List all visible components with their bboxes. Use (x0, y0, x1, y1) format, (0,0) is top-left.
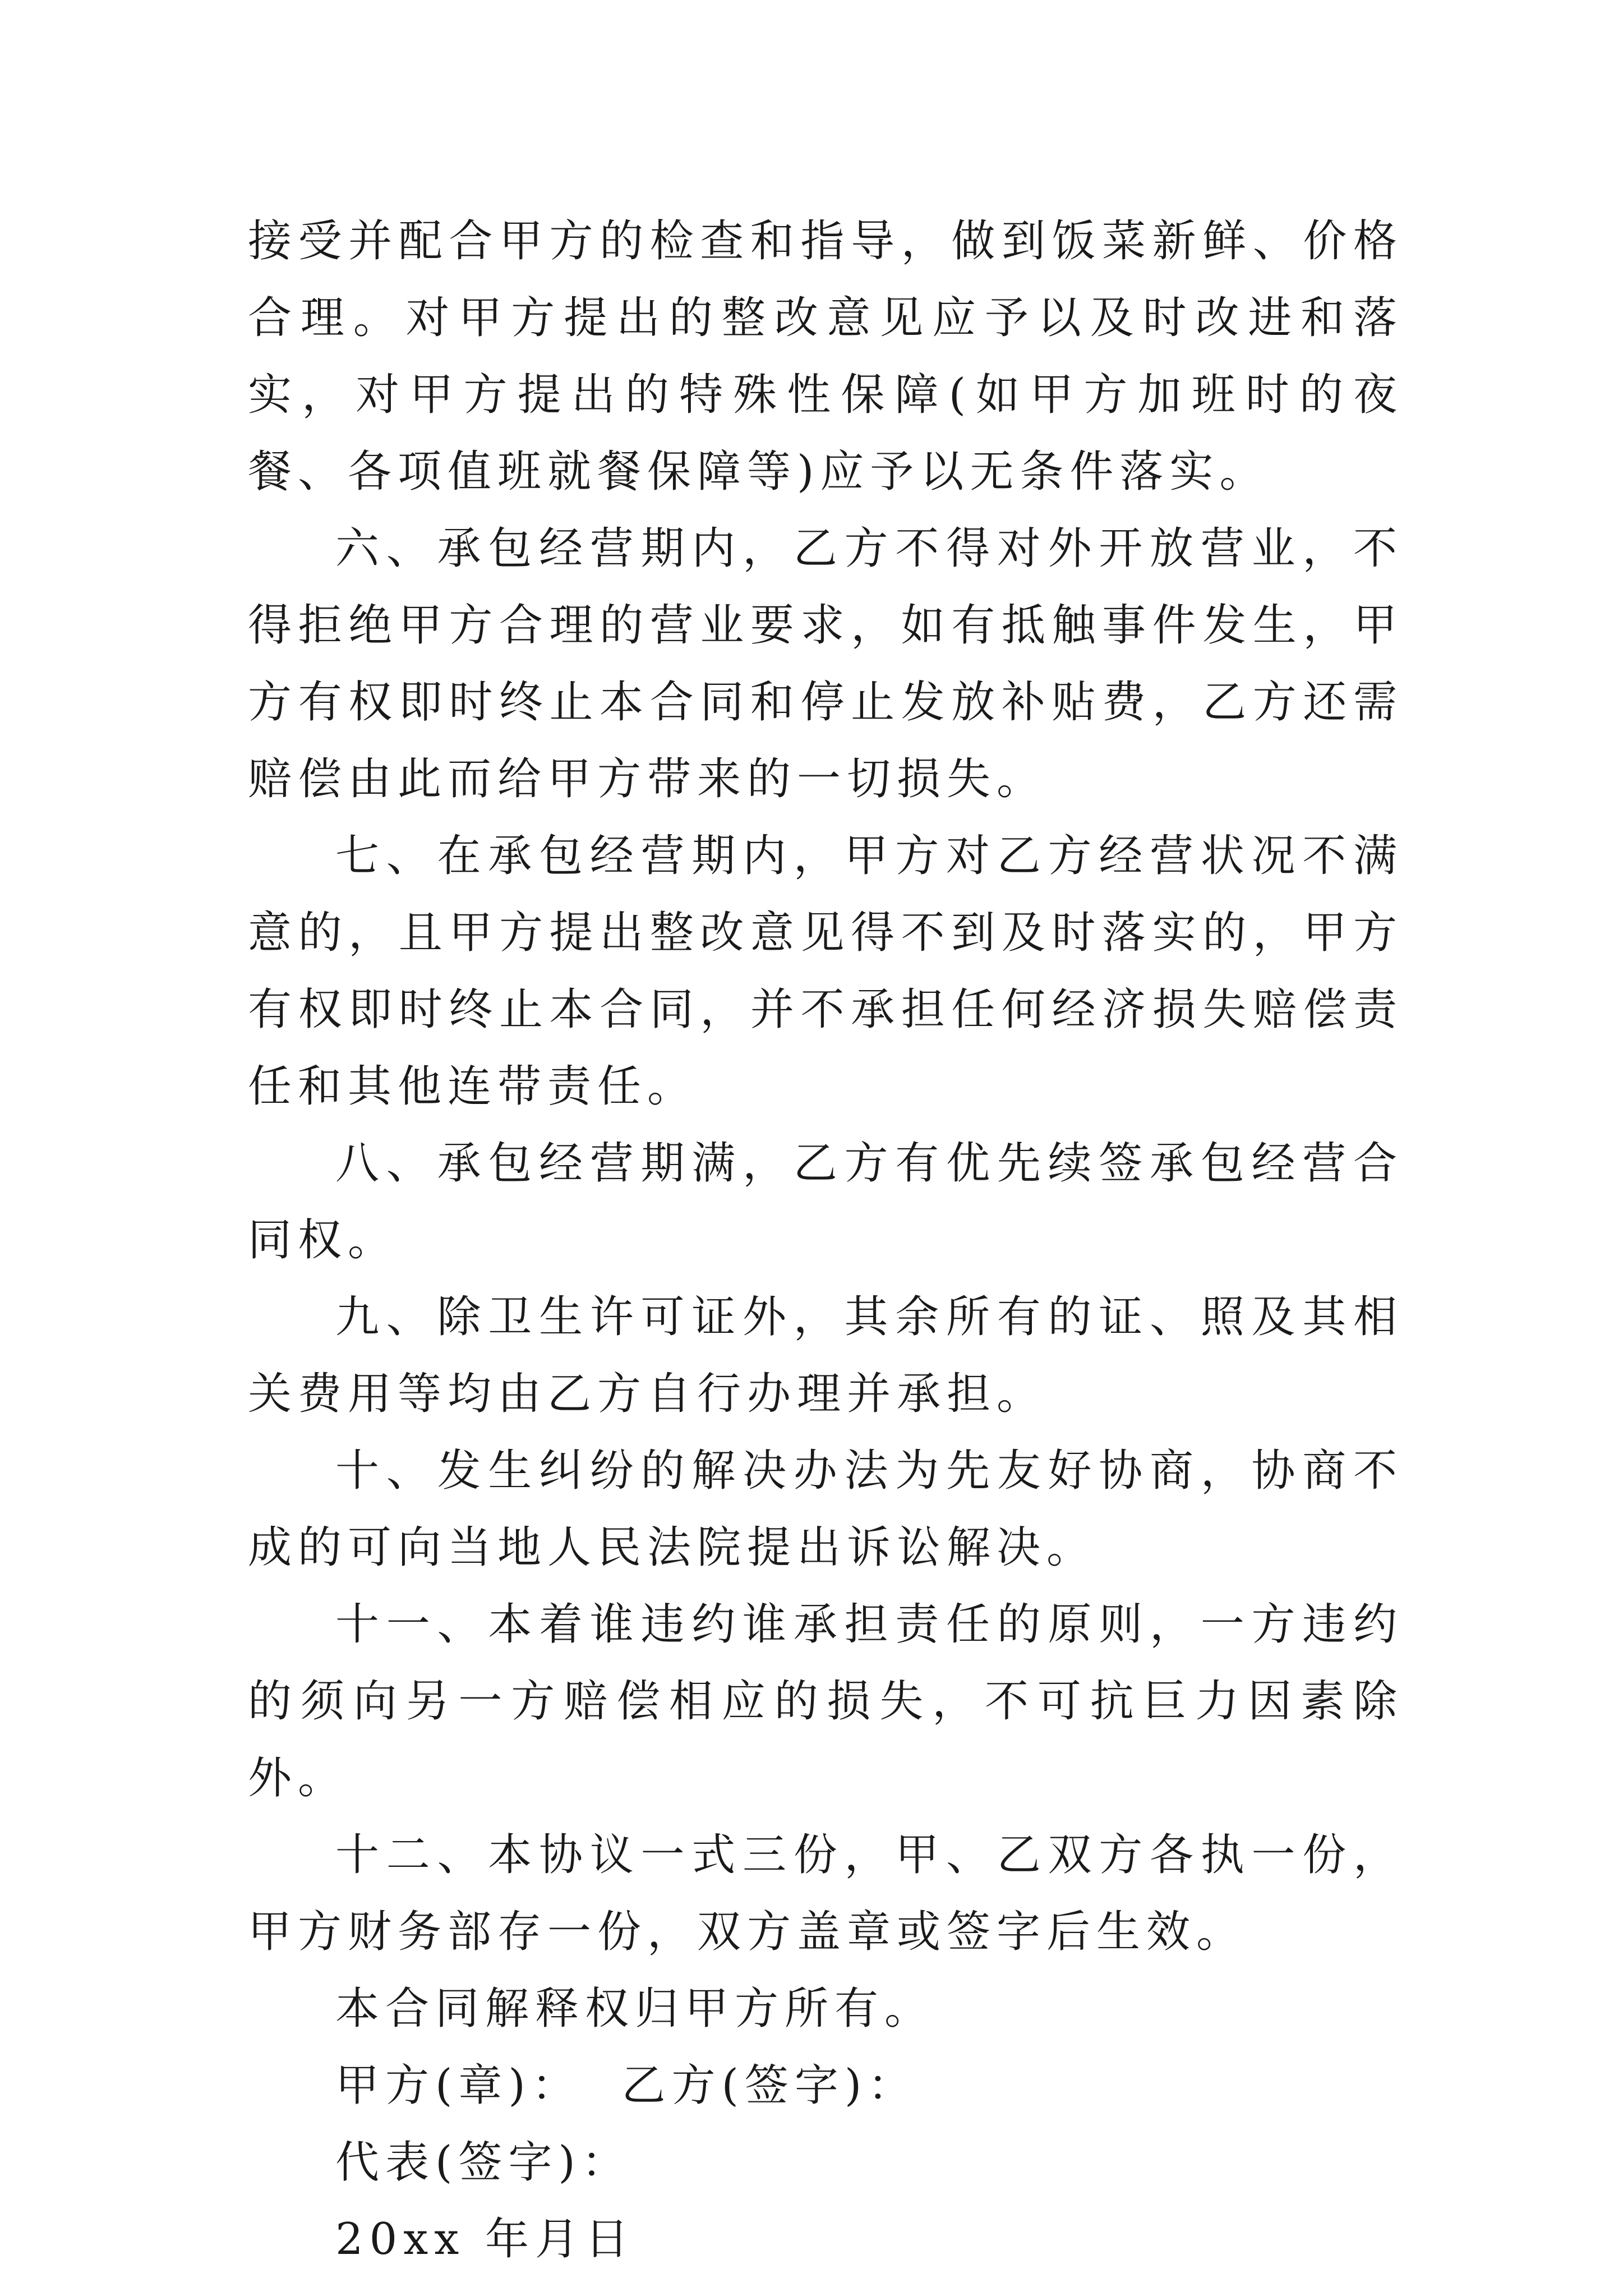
clause-11-breach-liability: 十一、本着谁违约谁承担责任的原则，一方违约的须向另一方赔偿相应的损失，不可抗巨力因素除外。 (248, 1599, 1403, 1803)
clause-12-copies-and-effect: 十二、本协议一式三份，甲、乙双方各执一份，甲方财务部存一份，双方盖章或签字后生效。 (248, 1830, 1403, 1957)
interpretation-right: 本合同解释权归甲方所有。 (335, 1984, 935, 2034)
signature-representative: 代表(签字)： (335, 2137, 631, 2188)
clause-6-no-external-business: 六、承包经营期内，乙方不得对外开放营业，不得拒绝甲方合理的营业要求，如有抵触事件发生，甲方有权即时终止本合同和停止发放补贴费，乙方还需赔偿由此而给甲方带来的一切损失。 (248, 523, 1403, 804)
clause-8-renewal-priority: 八、承包经营期满，乙方有优先续签承包经营合同权。 (248, 1138, 1403, 1266)
paragraph-service-standards: 接受并配合甲方的检查和指导，做到饭菜新鲜、价格合理。对甲方提出的整改意见应予以及时改进和落实，对甲方提出的特殊性保障(如甲方加班时的夜餐、各项值班就餐保障等)应予以无条件落实。 (248, 216, 1403, 497)
clause-7-termination-by-party-a: 七、在承包经营期内，甲方对乙方经营状况不满意的，且甲方提出整改意见得不到及时落实的，甲方有权即时终止本合同，并不承担任何经济损失赔偿责任和其他连带责任。 (248, 831, 1403, 1112)
signature-date: 20xx 年月日 (335, 2214, 635, 2265)
clause-9-licenses-and-fees: 九、除卫生许可证外，其余所有的证、照及其相关费用等均由乙方自行办理并承担。 (248, 1292, 1403, 1419)
clause-10-dispute-resolution: 十、发生纠纷的解决办法为先友好协商，协商不成的可向当地人民法院提出诉讼解决。 (248, 1446, 1403, 1573)
signature-parties: 甲方(章)： 乙方(签字)： (335, 2060, 918, 2111)
contract-body (248, 203, 1403, 2278)
